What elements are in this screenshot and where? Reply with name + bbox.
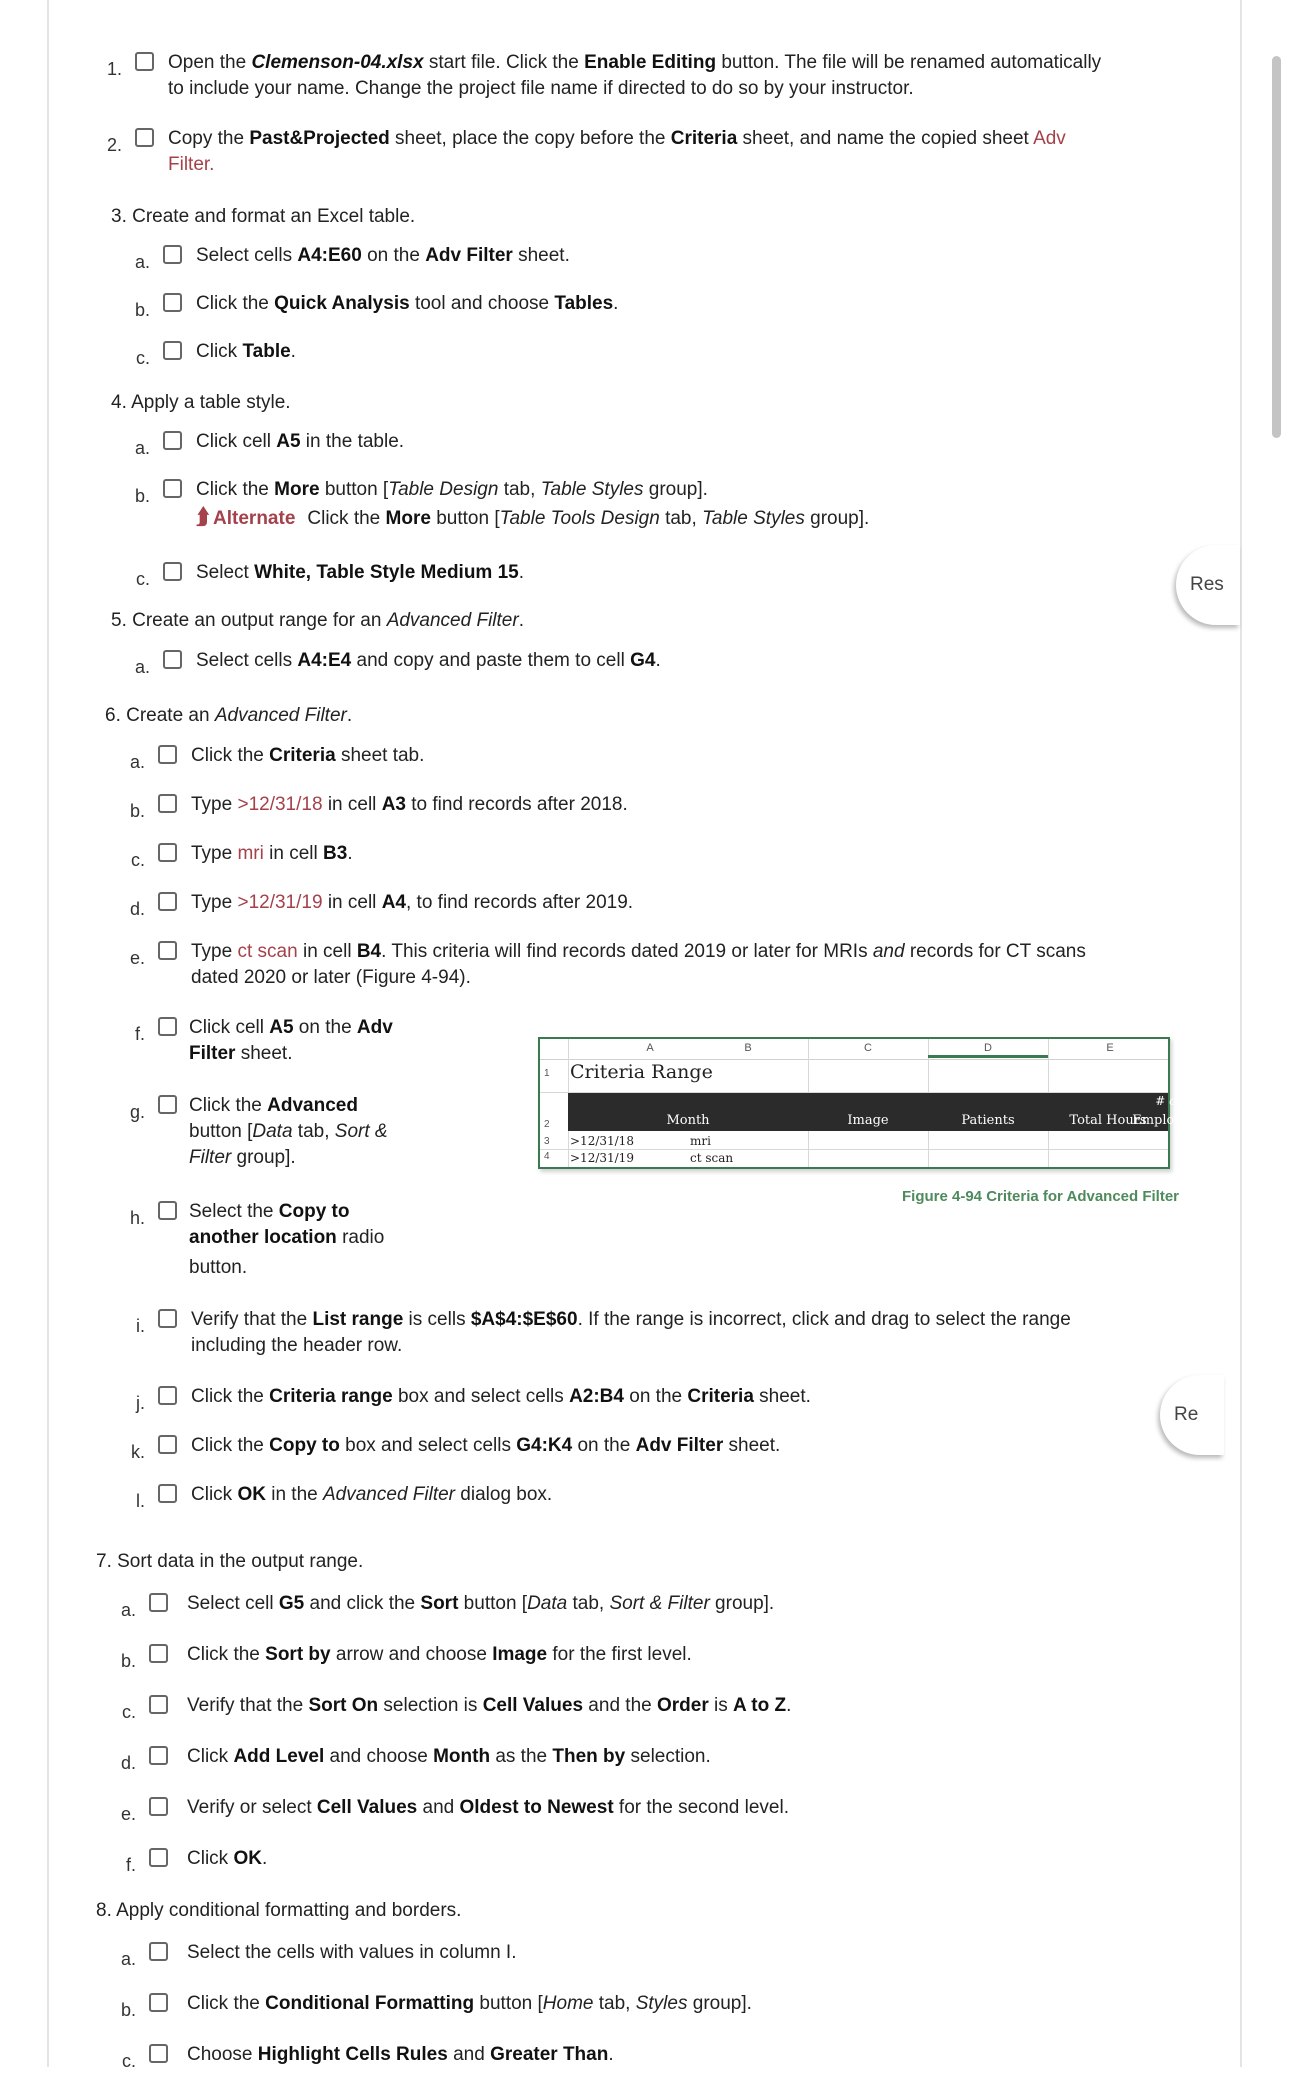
step-7e-checkbox[interactable]: [149, 1797, 168, 1816]
column-header-d: D: [984, 1042, 992, 1054]
step-number: 2.: [106, 135, 122, 155]
step-7d-checkbox[interactable]: [149, 1746, 168, 1765]
step-number: 1.: [106, 59, 122, 79]
header-employees-line1: # of: [1155, 1094, 1181, 1108]
step-8b-checkbox[interactable]: [149, 1993, 168, 2012]
cell-a3: >12/31/18: [570, 1134, 634, 1148]
step-4a-checkbox[interactable]: [163, 431, 182, 450]
cell-b4: ct scan: [690, 1151, 734, 1165]
reset-tab-label: Res: [1190, 574, 1224, 595]
step-7b-checkbox[interactable]: [149, 1644, 168, 1663]
row-number: 4: [544, 1151, 550, 1162]
step-4-title: 4. Apply a table style.: [111, 392, 291, 413]
step-3a-checkbox[interactable]: [163, 245, 182, 264]
cell-a4: >12/31/19: [570, 1151, 634, 1165]
step-6j-checkbox[interactable]: [158, 1386, 177, 1405]
step-5-title: 5. Create an output range for an Advanced Filter.: [111, 610, 524, 631]
header-total-hours: Total Hours: [1069, 1113, 1147, 1128]
step-6g-checkbox[interactable]: [158, 1095, 177, 1114]
reset-tab-top[interactable]: [1176, 545, 1240, 625]
file-name: Clemenson-04.xlsx: [251, 52, 424, 73]
header-patients: Patients: [961, 1113, 1015, 1128]
step-5a-checkbox[interactable]: [163, 650, 182, 669]
alternate-icon: ⮭: [196, 504, 210, 529]
column-header-a: A: [646, 1042, 654, 1054]
grid-line: [540, 1149, 1168, 1150]
step-6b-checkbox[interactable]: [158, 794, 177, 813]
header-image: Image: [847, 1113, 889, 1128]
step-6i-checkbox[interactable]: [158, 1309, 177, 1328]
step-4b-checkbox[interactable]: [163, 479, 182, 498]
step-7a-checkbox[interactable]: [149, 1593, 168, 1612]
scrollbar-thumb[interactable]: [1272, 56, 1281, 438]
step-6l-checkbox[interactable]: [158, 1484, 177, 1503]
step-7c-checkbox[interactable]: [149, 1695, 168, 1714]
step-7-title: 7. Sort data in the output range.: [96, 1551, 364, 1572]
step-2-checkbox[interactable]: [135, 128, 154, 147]
header-month: Month: [666, 1113, 710, 1128]
column-header-e: E: [1106, 1042, 1114, 1054]
reset-tab-bottom[interactable]: [1160, 1375, 1224, 1455]
step-3-title: 3. Create and format an Excel table.: [111, 206, 416, 227]
step-1-checkbox[interactable]: [135, 52, 154, 71]
step-6h-checkbox[interactable]: [158, 1201, 177, 1220]
step-4c-checkbox[interactable]: [163, 562, 182, 581]
criteria-range-title: Criteria Range: [570, 1061, 713, 1083]
step-8c-checkbox[interactable]: [149, 2044, 168, 2063]
column-header-b: B: [744, 1042, 752, 1054]
selected-column-indicator: [928, 1055, 1048, 1058]
step-8a-checkbox[interactable]: [149, 1942, 168, 1961]
criteria-range-figure: [538, 1037, 1204, 1169]
step-6k-checkbox[interactable]: [158, 1435, 177, 1454]
header-employees-line2: Employees: [1132, 1113, 1204, 1128]
step-3b-checkbox[interactable]: [163, 293, 182, 312]
figure-caption: Figure 4-94 Criteria for Advanced Filter: [902, 1188, 1180, 1205]
step-6e-checkbox[interactable]: [158, 941, 177, 960]
table-header-band: [568, 1093, 1204, 1131]
step-7f-checkbox[interactable]: [149, 1848, 168, 1867]
step-6d-checkbox[interactable]: [158, 892, 177, 911]
step-6-title: 6. Create an Advanced Filter.: [105, 705, 353, 726]
step-3c-checkbox[interactable]: [163, 341, 182, 360]
cell-b3: mri: [690, 1134, 711, 1148]
step-6f-checkbox[interactable]: [158, 1017, 177, 1036]
row-number: 2: [544, 1119, 550, 1130]
reset-tab-label: Re: [1174, 1404, 1199, 1425]
content-frame-right-border: [1240, 0, 1242, 2067]
column-header-c: C: [864, 1042, 872, 1054]
row-number: 3: [544, 1136, 550, 1147]
step-6a-checkbox[interactable]: [158, 745, 177, 764]
content-frame-left-border: [47, 0, 49, 2067]
step-8-title: 8. Apply conditional formatting and borders.: [96, 1900, 462, 1921]
step-6c-checkbox[interactable]: [158, 843, 177, 862]
row-number: 1: [544, 1068, 550, 1079]
